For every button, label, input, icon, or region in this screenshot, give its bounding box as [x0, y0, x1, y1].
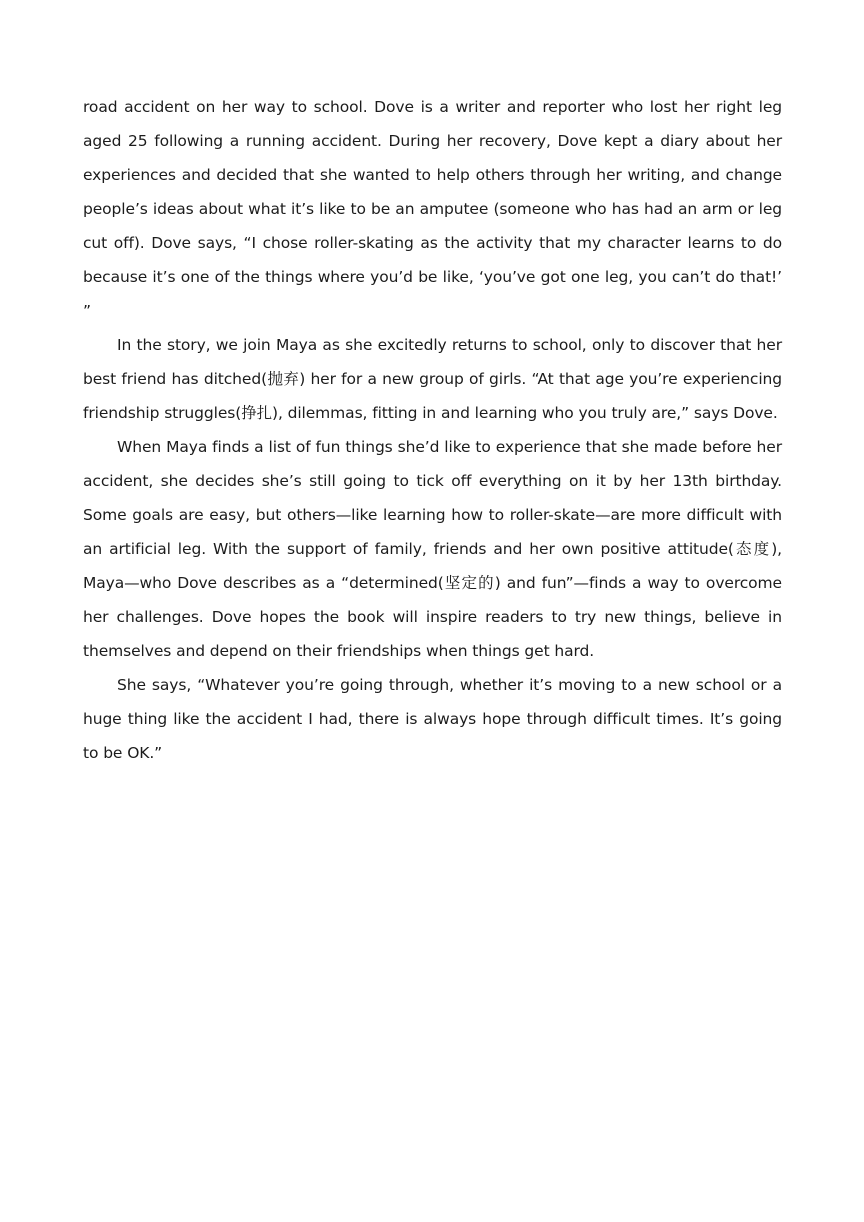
- paragraph-2: In the story, we join Maya as she excitedly returns to school, only to discover that her best friend has ditched(抛弃) her for a new group of girls. “At that age you’re experiencing friendship struggles(挣扎), dilemmas, fitting in and learning who you truly are,” says Dove.: [83, 336, 782, 422]
- paragraph-1: road accident on her way to school. Dove is a writer and reporter who lost her right leg aged 25 following a running accident. During her recovery, Dove kept a diary about her experiences and decided that she wanted to help others through her writing, and change people’s ideas about what it’s like to be an amputee (someone who has had an arm or leg cut off). Dove says, “I chose roller-skating as the activity that my character learns to do because it’s one of the things where you’d be like, ‘you’ve got one leg, you can’t do that!’ ”: [83, 98, 782, 320]
- paragraph-3: When Maya finds a list of fun things she’d like to experience that she made before her accident, she decides she’s still going to tick off everything on it by her 13th birthday. Some goals are easy, but others—like learning how to roller-skate—are more difficult with an artificial leg. With the support of family, friends and her own positive attitude(态度), Maya—who Dove describes as a “determined(坚定的) and fun”—finds a way to overcome her challenges. Dove hopes the book will inspire readers to try new things, believe in themselves and depend on their friendships when things get hard.: [83, 438, 782, 660]
- article-body: [83, 90, 782, 770]
- paragraph-4: She says, “Whatever you’re going through, whether it’s moving to a new school or a huge thing like the accident I had, there is always hope through difficult times. It’s going to be OK.”: [83, 676, 782, 762]
